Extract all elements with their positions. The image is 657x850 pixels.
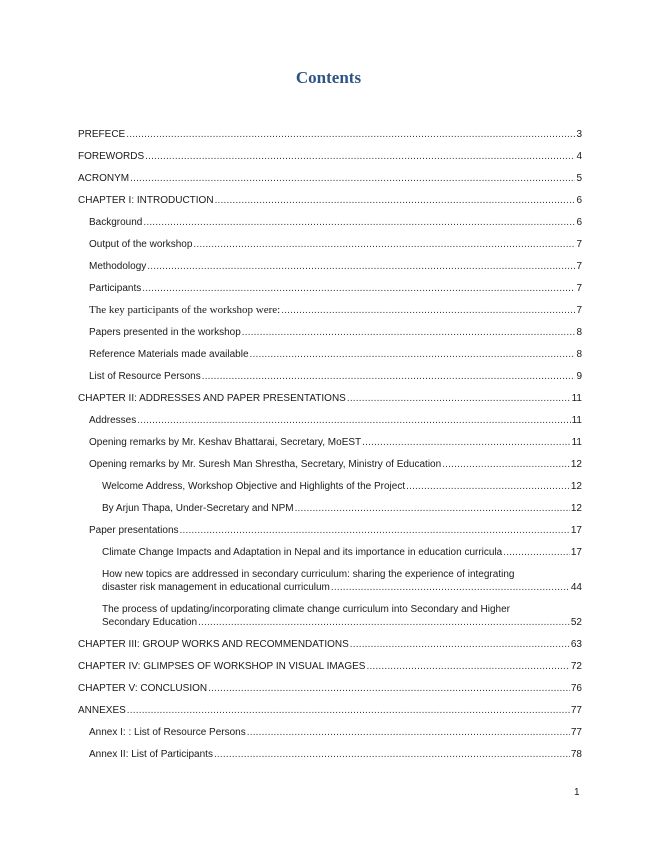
toc-page-number: 63 xyxy=(570,639,582,650)
toc-entry-climate-change-impacts[interactable] xyxy=(78,546,582,559)
toc-page-number: 72 xyxy=(570,661,582,672)
toc-page-number: 4 xyxy=(576,151,582,162)
toc-entry-text: PREFECE xyxy=(78,129,126,140)
dot-leader xyxy=(126,128,575,141)
toc-entry-text: FOREWORDS xyxy=(78,151,145,162)
toc-page-number: 12 xyxy=(570,503,582,514)
toc-entry-opening-remarks-bhattarai[interactable] xyxy=(78,436,582,449)
toc-entry-chapter-2[interactable] xyxy=(78,392,582,405)
toc-entry-text: CHAPTER III: GROUP WORKS AND RECOMMENDATIONS xyxy=(78,639,349,650)
toc-entry-text: By Arjun Thapa, Under-Secretary and NPM xyxy=(102,503,294,514)
toc-entry-text: Participants xyxy=(89,283,142,294)
dot-leader xyxy=(366,660,569,673)
toc-page-number: 78 xyxy=(570,749,582,760)
toc-entry-updating-curriculum[interactable] xyxy=(78,603,582,629)
dot-leader xyxy=(331,581,570,594)
toc-page-number: 11 xyxy=(571,393,582,404)
toc-entry-text: ANNEXES xyxy=(78,705,126,716)
dot-leader xyxy=(202,370,576,383)
toc-page-number: 6 xyxy=(576,195,582,206)
toc-entry-chapter-3[interactable] xyxy=(78,638,582,651)
toc-entry-annexes[interactable] xyxy=(78,704,582,717)
toc-entry-text: ACRONYM xyxy=(78,173,130,184)
dot-leader xyxy=(281,304,575,317)
toc-entry-reference-materials[interactable] xyxy=(78,348,582,361)
dot-leader xyxy=(242,326,576,339)
toc-entry-text: Background xyxy=(89,217,143,228)
toc-entry-arjun-thapa[interactable] xyxy=(78,502,582,515)
dot-leader xyxy=(406,480,570,493)
toc-entry-acronym[interactable] xyxy=(78,172,582,185)
toc-entry-text: Climate Change Impacts and Adaptation in Nepal and its importance in education curricula xyxy=(102,547,503,558)
toc-entry-text-line1: The process of updating/incorporating climate change curriculum into Secondary and Higher xyxy=(102,604,511,615)
dot-leader xyxy=(180,524,570,537)
dot-leader xyxy=(130,172,575,185)
toc-page-number: 5 xyxy=(576,173,582,184)
toc-entry-chapter-4[interactable] xyxy=(78,660,582,673)
toc-entry-text-line1: How new topics are addressed in secondary curriculum: sharing the experience of integrating xyxy=(102,569,515,580)
dot-leader xyxy=(215,194,576,207)
toc-entry-text-line2: disaster risk management in educational curriculum xyxy=(102,582,330,593)
toc-page-number: 12 xyxy=(570,481,582,492)
toc-page-number: 9 xyxy=(576,371,582,382)
toc-page-number: 7 xyxy=(576,283,582,294)
toc-page-number: 8 xyxy=(576,327,582,338)
toc-page-number: 7 xyxy=(576,305,582,316)
dot-leader xyxy=(295,502,570,515)
toc-entry-chapter-5[interactable] xyxy=(78,682,582,695)
toc-entry-text: Welcome Address, Workshop Objective and Highlights of the Project xyxy=(102,481,406,492)
toc-page-number: 7 xyxy=(576,261,582,272)
dot-leader xyxy=(143,216,575,229)
toc-entry-forewords[interactable] xyxy=(78,150,582,163)
toc-entry-text: Addresses xyxy=(89,415,137,426)
toc-page-number: 11 xyxy=(571,415,582,426)
dot-leader xyxy=(145,150,575,163)
toc-entry-resource-persons[interactable] xyxy=(78,370,582,383)
toc-page-number: 8 xyxy=(576,349,582,360)
toc-entry-text: Reference Materials made available xyxy=(89,349,249,360)
toc-entry-participants[interactable] xyxy=(78,282,582,295)
dot-leader xyxy=(347,392,571,405)
dot-leader xyxy=(250,348,576,361)
toc-page-number: 76 xyxy=(570,683,582,694)
dot-leader xyxy=(503,546,570,559)
toc-page-number: 77 xyxy=(570,727,582,738)
toc-entry-text: List of Resource Persons xyxy=(89,371,201,382)
dot-leader xyxy=(193,238,575,251)
dot-leader xyxy=(198,616,570,629)
toc-page-number: 3 xyxy=(576,129,582,140)
toc-entry-text: CHAPTER II: ADDRESSES AND PAPER PRESENTATIONS xyxy=(78,393,346,404)
toc-page-number: 11 xyxy=(571,437,582,448)
toc-entry-key-participants[interactable] xyxy=(78,304,582,317)
toc-entry-chapter-1[interactable] xyxy=(78,194,582,207)
toc-page-number: 17 xyxy=(570,525,582,536)
dot-leader xyxy=(147,260,575,273)
toc-entry-text: Annex II: List of Participants xyxy=(89,749,213,760)
toc-entry-new-topics[interactable] xyxy=(78,568,582,594)
dot-leader xyxy=(350,638,570,651)
page-title: Contents xyxy=(295,68,362,87)
toc-entry-methodology[interactable] xyxy=(78,260,582,273)
toc-entry-paper-presentations[interactable] xyxy=(78,524,582,537)
toc-entry-papers-presented[interactable] xyxy=(78,326,582,339)
toc-entry-background[interactable] xyxy=(78,216,582,229)
toc-page-number: 6 xyxy=(576,217,582,228)
toc-entry-text: Output of the workshop xyxy=(89,239,193,250)
toc-entry-opening-remarks-shrestha[interactable] xyxy=(78,458,582,471)
toc-page-number: 7 xyxy=(576,239,582,250)
dot-leader xyxy=(137,414,570,427)
dot-leader xyxy=(214,748,570,761)
toc-entry-text: Annex I: : List of Resource Persons xyxy=(89,727,246,738)
toc-entry-text: The key participants of the workshop were: xyxy=(89,304,281,316)
dot-leader xyxy=(442,458,570,471)
toc-entry-text: CHAPTER IV: GLIMPSES OF WORKSHOP IN VISUAL IMAGES xyxy=(78,661,366,672)
toc-entry-welcome-address[interactable] xyxy=(78,480,582,493)
toc-page-number: 44 xyxy=(570,582,582,593)
dot-leader xyxy=(208,682,570,695)
page-number: 1 xyxy=(574,787,580,798)
toc-entry-annex-2[interactable] xyxy=(78,748,582,761)
toc-entry-text: Papers presented in the workshop xyxy=(89,327,241,338)
dot-leader xyxy=(362,436,570,449)
toc-page-number: 12 xyxy=(570,459,582,470)
toc-entry-text-line2: Secondary Education xyxy=(102,617,198,628)
toc-entry-output[interactable] xyxy=(78,238,582,251)
toc-entry-text: CHAPTER I: INTRODUCTION xyxy=(78,195,214,206)
toc-entry-addresses[interactable] xyxy=(78,414,582,427)
dot-leader xyxy=(142,282,575,295)
toc-page-number: 52 xyxy=(570,617,582,628)
dot-leader xyxy=(247,726,570,739)
toc-entry-text: Paper presentations xyxy=(89,525,179,536)
toc-entry-text: CHAPTER V: CONCLUSION xyxy=(78,683,208,694)
table-of-contents xyxy=(78,128,582,770)
toc-entry-annex-1[interactable] xyxy=(78,726,582,739)
toc-page-number: 17 xyxy=(570,547,582,558)
toc-entry-prefece[interactable] xyxy=(78,128,582,141)
dot-leader xyxy=(127,704,570,717)
toc-entry-text: Methodology xyxy=(89,261,147,272)
toc-page-number: 77 xyxy=(570,705,582,716)
toc-entry-text: Opening remarks by Mr. Suresh Man Shrestha, Secretary, Ministry of Education xyxy=(89,459,442,470)
toc-entry-text: Opening remarks by Mr. Keshav Bhattarai, Secretary, MoEST xyxy=(89,437,362,448)
